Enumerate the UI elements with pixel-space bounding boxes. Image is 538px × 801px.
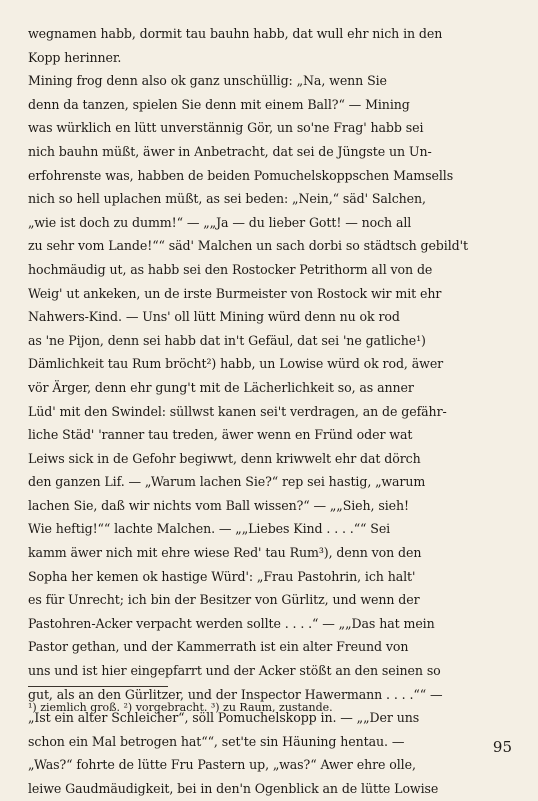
text-line: zu sehr vom Lande!““ säd' Malchen un sach dorbi so städtsch gebild't bbox=[28, 238, 468, 254]
text-line: Pastohren-Acker verpacht werden sollte . . . .“ — „„Das hat mein bbox=[28, 615, 435, 631]
text-line: as 'ne Pijon, denn sei habb dat in't Gefäul, dat sei 'ne gatliche¹) bbox=[28, 332, 426, 348]
text-line: nich so hell uplachen müßt, as sei beden: „Nein,“ säd' Salchen, bbox=[28, 191, 426, 207]
text-line: was würklich en lütt unverstännig Gör, un so'ne Frag' habb sei bbox=[28, 120, 424, 136]
text-line: Weig' ut ankeken, un de irste Burmeister von Rostock wir mit ehr bbox=[28, 285, 442, 301]
text-line: wegnamen habb, dormit tau bauhn habb, dat wull ehr nich in den bbox=[28, 26, 443, 41]
text-line: „Ist ein alter Schleicher“, söll Pomuchelskopp in. — „„Der uns bbox=[28, 710, 420, 726]
text-line: schon ein Mal betrogen hat““, set'te sin Häuning hentau. — bbox=[28, 733, 405, 749]
text-line: Nahwers-Kind. — Uns' oll lütt Mining würd denn nu ok rod bbox=[28, 309, 400, 325]
text-line: „Was?“ fohrte de lütte Fru Pastern up, „was?“ Awer ehre olle, bbox=[28, 757, 416, 773]
text-line: Dämlichkeit tau Rum bröcht²) habb, un Lowise würd ok rod, äwer bbox=[28, 356, 444, 372]
text-line: uns und ist hier eingepfarrt und der Acker stößt an den seinen so bbox=[28, 663, 441, 679]
text-line: Lüd' mit den Swindel: süllwst kanen sei't verdragen, an de gefähr- bbox=[28, 403, 447, 419]
text-line: denn da tanzen, spielen Sie denn mit einem Ball?“ — Mining bbox=[28, 96, 410, 112]
text-line: den ganzen Lif. — „Warum lachen Sie?“ rep sei hastig, „warum bbox=[28, 474, 426, 490]
text-line: leiwe Gaudmäudigkeit, bei in den'n Ogenblick an de lütte Lowise bbox=[28, 781, 439, 796]
text-line: erfohrenste was, habben de beiden Pomuchelskoppschen Mamsells bbox=[28, 167, 454, 183]
text-line: Leiws sick in de Gefohr begiwwt, denn kriwwelt ehr dat dörch bbox=[28, 450, 421, 466]
text-line: lachen Sie, daß wir nichts vom Ball wissen?“ — „„Sieh, sieh! bbox=[28, 497, 409, 513]
text-line: es für Unrecht; ich bin der Besitzer von Gürlitz, und wenn der bbox=[28, 592, 420, 608]
text-line: vör Ärger, denn ehr gung't mit de Lächerlichkeit so, as anner bbox=[28, 379, 414, 395]
text-line: hochmäudig ut, as habb sei den Rostocker Petrithorm all von de bbox=[28, 261, 433, 277]
text-line: Sopha her kemen ok hastige Würd': „Frau Pastohrin, ich halt' bbox=[28, 568, 416, 584]
text-line: gut, als an den Gürlitzer, und der Inspector Hawermann . . . .““ — bbox=[28, 686, 443, 702]
page-number: 95 bbox=[492, 738, 512, 756]
text-line: Mining frog denn also ok ganz unschüllig: „Na, wenn Sie bbox=[28, 73, 387, 89]
text-line: kamm äwer nich mit ehre wiese Red' tau Rum³), denn von den bbox=[28, 545, 422, 561]
text-line: Kopp herinner. bbox=[28, 49, 122, 65]
text-line: Pastor gethan, und der Kammerrath ist ein alter Freund von bbox=[28, 639, 409, 655]
text-line: nich bauhn müßt, äwer in Anbetracht, dat sei de Jüngste un Un- bbox=[28, 143, 432, 159]
body-text bbox=[28, 22, 514, 801]
footnote-divider bbox=[28, 686, 168, 687]
text-line: „wie ist doch zu dumm!“ — „„Ja — du lieber Gott! — noch all bbox=[28, 214, 412, 230]
footnotes: ¹) ziemlich groß. ²) vorgebracht. ³) zu Raum, zustande. bbox=[28, 701, 333, 714]
text-line: liche Städ' 'ranner tau treden, äwer wenn en Fründ oder wat bbox=[28, 427, 413, 443]
text-line: Wie heftig!““ lachte Malchen. — „„Liebes Kind . . . .““ Sei bbox=[28, 521, 391, 537]
